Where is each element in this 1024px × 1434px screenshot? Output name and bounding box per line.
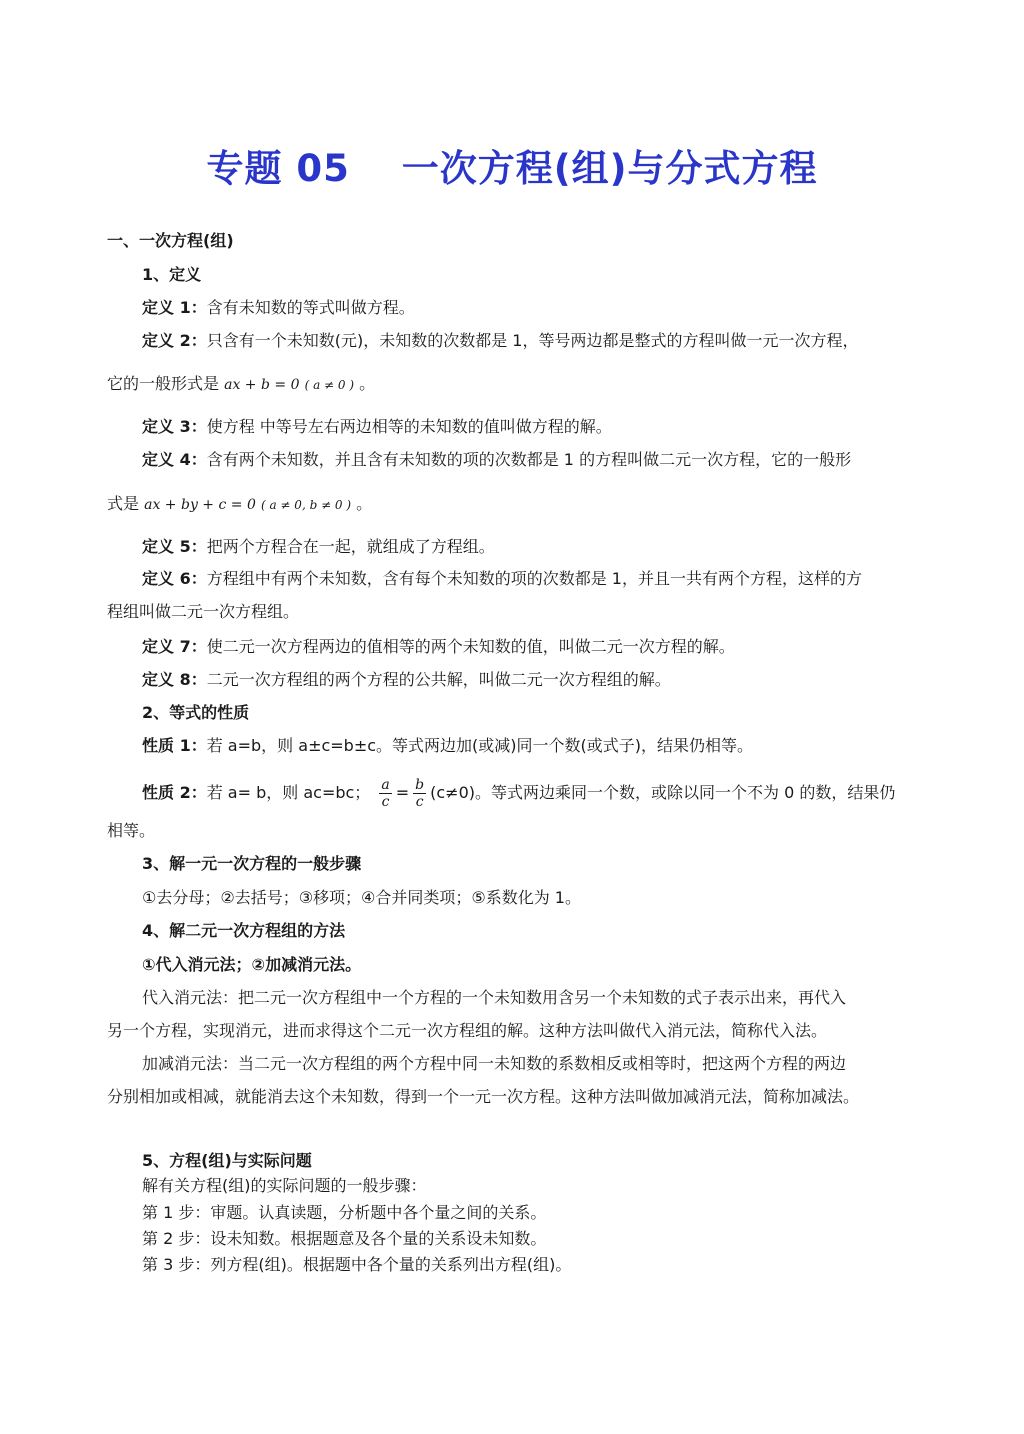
formula: ax + by + c = 0 — [144, 497, 256, 513]
section-heading: 一、一次方程(组) — [107, 231, 234, 250]
subheading-definition: 1、定义 — [142, 265, 202, 284]
fraction-denominator: c — [381, 794, 390, 810]
definition-5 — [142, 536, 495, 558]
property-text-continued: (c≠0)。等式两边乘同一个数，或除以同一个不为 0 的数，结果仍 — [430, 783, 896, 802]
application-step: 第 3 步：列方程(组)。根据题中各个量的关系列出方程(组)。 — [142, 1255, 572, 1274]
definition-label: 定义 5： — [142, 537, 207, 556]
definition-3 — [142, 416, 612, 438]
definition-text: 含有未知数的等式叫做方程。 — [206, 298, 415, 317]
application-step: 第 1 步：审题。认真读题，分析题中各个量之间的关系。 — [142, 1203, 547, 1222]
definition-label: 定义 7： — [142, 637, 207, 656]
substitution-paragraph-line-2: 另一个方程，实现消元，进而求得这个二元一次方程组的解。这种方法叫做代入消元法，简称代入法。 — [107, 1021, 828, 1040]
formula-condition: ( a ≠ 0 ) — [304, 378, 355, 392]
equals-sign: = — [395, 783, 410, 802]
formula-condition: ( a ≠ 0, b ≠ 0 ) — [260, 498, 352, 512]
subheading-solve-steps: 3、解一元一次方程的一般步骤 — [142, 854, 362, 873]
application-step: 第 2 步：设未知数。根据题意及各个量的关系设未知数。 — [142, 1229, 547, 1248]
elimination-paragraph-line-2: 分别相加或相减，就能消去这个未知数，得到一个一元一次方程。这种方法叫做加减消元法，简称加减法。 — [107, 1087, 860, 1106]
definition-text: 方程组中有两个未知数，含有每个未知数的项的次数都是 1，并且一共有两个方程，这样的方 — [206, 569, 862, 588]
definition-7 — [142, 636, 735, 658]
property-1 — [142, 735, 753, 757]
definition-text: 只含有一个未知数(元)，未知数的次数都是 1，等号两边都是整式的方程叫做一元一次方程， — [206, 331, 859, 350]
solve-steps: ①去分母；②去括号；③移项；④合并同类项；⑤系数化为 1。 — [142, 888, 581, 907]
definition-4-continued — [107, 493, 372, 516]
definition-label: 定义 3： — [142, 417, 207, 436]
fraction-b-over-c — [413, 777, 426, 810]
definition-text: 使方程 中等号左右两边相等的未知数的值叫做方程的解。 — [206, 417, 612, 436]
definition-text: 使二元一次方程两边的值相等的两个未知数的值，叫做二元一次方程的解。 — [206, 637, 735, 656]
elimination-paragraph-line-1: 加减消元法：当二元一次方程组的两个方程中同一未知数的系数相反或相等时，把这两个方程的两边 — [142, 1054, 847, 1073]
definition-label: 定义 8： — [142, 670, 207, 689]
property-2-continued: 相等。 — [107, 821, 156, 840]
fraction-denominator: c — [415, 794, 424, 810]
substitution-paragraph-line-1: 代入消元法：把二元一次方程组中一个方程的一个未知数用含另一个未知数的式子表示出来，再代入 — [142, 988, 847, 1007]
definition-label: 定义 6： — [142, 569, 207, 588]
definition-6-continued: 程组叫做二元一次方程组。 — [107, 602, 300, 621]
definition-8 — [142, 669, 671, 691]
applications-intro: 解有关方程(组)的实际问题的一般步骤： — [142, 1176, 427, 1195]
system-methods: ①代入消元法；②加减消元法。 — [142, 955, 362, 974]
definition-2 — [142, 330, 858, 352]
definition-text: 二元一次方程组的两个方程的公共解，叫做二元一次方程组的解。 — [206, 670, 671, 689]
subheading-applications: 5、方程(组)与实际问题 — [142, 1151, 312, 1170]
definition-label: 定义 4： — [142, 450, 207, 469]
property-2 — [142, 777, 895, 810]
definition-text: 含有两个未知数，并且含有未知数的项的次数都是 1 的方程叫做二元一次方程，它的一般形 — [206, 450, 852, 469]
subheading-system-methods: 4、解二元一次方程组的方法 — [142, 921, 346, 940]
fraction-numerator: b — [415, 777, 425, 793]
end-mark: 。 — [359, 374, 376, 393]
subheading-equality-properties: 2、等式的性质 — [142, 703, 250, 722]
property-text: 若 a=b，则 a±c=b±c。等式两边加(或减)同一个数(或式子)，结果仍相等。 — [206, 736, 754, 755]
definition-2-continued — [107, 373, 375, 396]
fraction-numerator: a — [381, 777, 390, 793]
definition-4 — [142, 449, 851, 471]
property-label: 性质 1： — [142, 736, 207, 755]
definition-text: 把两个方程合在一起，就组成了方程组。 — [206, 537, 495, 556]
formula: ax + b = 0 — [224, 377, 300, 393]
property-text: 若 a= b，则 ac=bc； — [206, 783, 371, 802]
end-mark: 。 — [356, 494, 373, 513]
definition-label: 定义 1： — [142, 298, 207, 317]
text-prefix: 它的一般形式是 — [107, 374, 220, 393]
text-prefix: 式是 — [107, 494, 140, 513]
fraction-a-over-c — [379, 777, 391, 810]
definition-6 — [142, 568, 862, 590]
definition-label: 定义 2： — [142, 331, 207, 350]
page-title: 专题 05 一次方程(组)与分式方程 — [206, 147, 818, 190]
property-label: 性质 2： — [142, 783, 207, 802]
definition-1 — [142, 297, 415, 319]
